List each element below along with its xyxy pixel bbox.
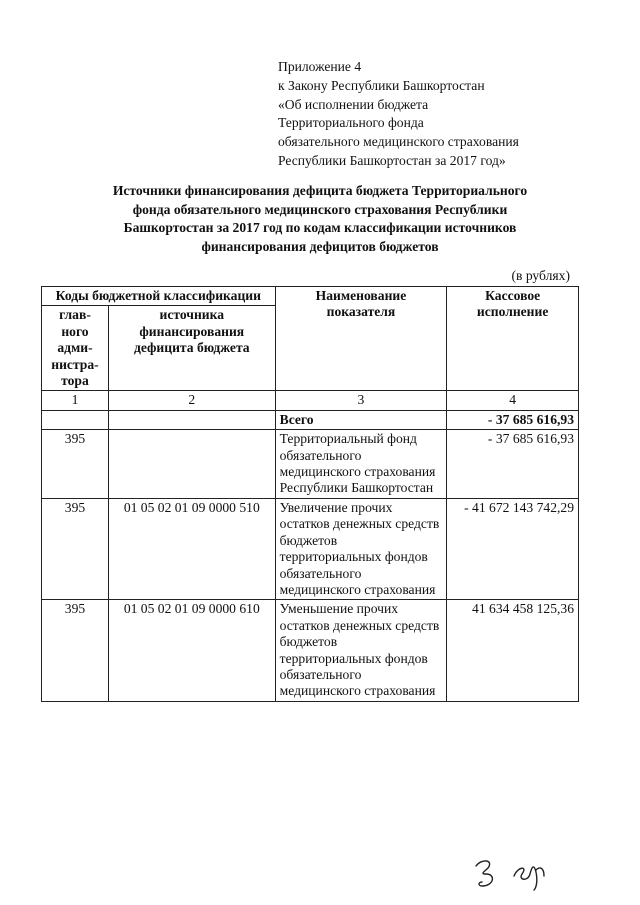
admin-code: 395 [42, 600, 109, 701]
indicator-name: Территориальный фонд обязательного медицинского страхования Республики Башкортостан [275, 430, 447, 499]
total-row [42, 410, 579, 429]
column-number: 2 [108, 391, 275, 410]
column-numbers-row [42, 391, 579, 410]
appendix-line: Территориального фонда [278, 115, 424, 131]
header-admin: глав- ного адми- нистра- тора [42, 306, 109, 391]
table-row [42, 498, 579, 599]
unit-label: (в рублях) [511, 268, 570, 283]
total-label: Всего [275, 410, 447, 429]
column-number: 4 [447, 391, 579, 410]
header-codes-group: Коды бюджетной классификации [42, 287, 276, 306]
column-number: 3 [275, 391, 447, 410]
appendix-line: Приложение 4 [278, 59, 362, 74]
handwritten-signature-icon [470, 852, 560, 892]
appendix-line: к Закону Республики Башкортостан [278, 77, 485, 93]
appendix-line: обязательного медицинского страхования [278, 134, 519, 150]
sources-table [41, 286, 579, 702]
header-source: источника финансирования дефицита бюджета [108, 306, 275, 391]
source-code [108, 430, 275, 499]
cash-value: 41 634 458 125,36 [447, 600, 579, 701]
title-line: фонда обязательного медицинского страхования Республики [132, 201, 508, 217]
total-value: - 37 685 616,93 [447, 410, 579, 429]
title-line: финансирования дефицитов бюджетов [201, 238, 439, 254]
admin-code: 395 [42, 498, 109, 599]
appendix-line: Республики Башкортостан за 2017 год» [278, 152, 506, 168]
table-row [42, 600, 579, 701]
title-line: Источники финансирования дефицита бюджета Территориального [112, 183, 528, 198]
cash-value: - 41 672 143 742,29 [447, 498, 579, 599]
header-indicator-name: Наименование показателя [275, 287, 447, 391]
header-cash-execution: Кассовое исполнение [447, 287, 579, 391]
cash-value: - 37 685 616,93 [447, 430, 579, 499]
header-row [42, 287, 579, 306]
source-code: 01 05 02 01 09 0000 510 [108, 498, 275, 599]
appendix-block [278, 58, 519, 171]
total-admin-cell [42, 410, 109, 429]
column-number: 1 [42, 391, 109, 410]
table-row [42, 430, 579, 499]
document-title [70, 182, 570, 256]
indicator-name: Уменьшение прочих остатков денежных средств бюджетов территориальных фондов обязательного медицинского страхования [275, 600, 447, 701]
source-code: 01 05 02 01 09 0000 610 [108, 600, 275, 701]
indicator-name: Увеличение прочих остатков денежных средств бюджетов территориальных фондов обязательного медицинского страхования [275, 498, 447, 599]
appendix-line: «Об исполнении бюджета [278, 96, 429, 112]
total-source-cell [108, 410, 275, 429]
admin-code: 395 [42, 430, 109, 499]
title-line: Башкортостан за 2017 год по кодам классификации источников [123, 220, 517, 236]
